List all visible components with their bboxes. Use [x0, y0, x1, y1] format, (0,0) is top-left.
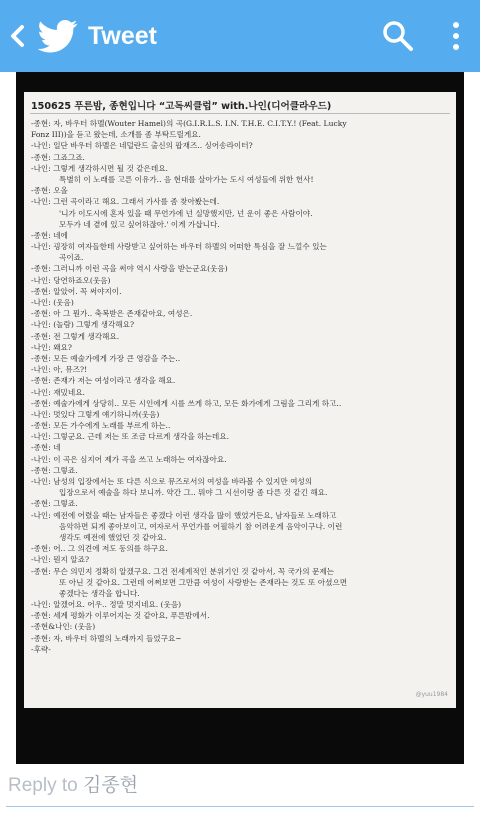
transcript-line: -나인: 멋있다 그렇게 얘기하니까(웃음) [31, 409, 160, 419]
transcript-line: -종현: 네에 [31, 230, 68, 240]
transcript-line: 모두가 네 곁에 있고 싶어하잖아.' 이게 가삽니다. [59, 219, 220, 229]
transcript-line: 곡이죠. [59, 253, 84, 263]
transcript-line: -나인: (놀람) 그렇게 생각해요? [31, 320, 135, 330]
transcript-line: -나인: 이 곡은 심지어 제가 곡을 쓰고 노래하는 여자잖아요. [31, 454, 227, 464]
transcript-line: -나인: 당연하죠오(웃음) [31, 275, 111, 285]
transcript-line: -종현: 자, 바우터 하멜(Wouter Hamel)의 곡(G.I.R.L.S. I.N. T.H.E. C.I.T.Y.! (Feat. Lucky [31, 119, 347, 128]
page-title: Tweet [88, 22, 157, 50]
transcript-line: -나인: 굉장히 여자들한테 사랑받고 싶어하는 바우터 하멜의 어떠한 특심을 잘 느낄수 있는 [31, 242, 327, 252]
transcript-line: -종현: 그러니까 이런 곡을 써야 역시 사랑을 받는군요(웃음) [31, 264, 228, 274]
transcript-line: -종현: 모든 예술가에게 가장 큰 영감을 주는.. [31, 353, 181, 363]
transcript-lines [31, 118, 451, 655]
transcript-line: 좋겠다는 생각을 합니다. [59, 588, 140, 598]
more-vertical-icon[interactable] [446, 18, 466, 54]
transcript-line: -나인: 그렇군요. 근데 저는 또 조금 다르게 생각을 하는데요. [31, 432, 229, 442]
transcript-line: -나인: 그렇게 생각하시면 될 것 같은데요. [31, 163, 168, 173]
transcript-line: -종현: 알았어. 꼭 써야지이. [31, 286, 122, 296]
reply-prefix: Reply to [8, 775, 78, 796]
tweet-image[interactable] [16, 72, 464, 764]
image-credit: @yuu1984 [415, 691, 448, 698]
transcript-line: -종현: 그렇죠. [31, 499, 78, 509]
transcript-line: -종현: 네 [31, 443, 61, 453]
transcript-line: Fonz III))을 듣고 왔는데, 소개를 좀 부탁드릴게요. [31, 130, 201, 140]
back-chevron-icon[interactable] [4, 20, 30, 52]
transcript-line: -종현: 아 그 뭔가.. 축복받은 존재같아요, 여성은. [31, 309, 193, 319]
transcript-line: -나인: 아, 뮤즈?! [31, 365, 88, 375]
reply-username: 김종현 [82, 775, 139, 796]
transcript-line: -종현: 전 그렇게 생각해요. [31, 331, 120, 341]
top-app-bar [0, 0, 480, 72]
transcript-line: -종현: 그죠그죠. [31, 152, 85, 162]
twitter-bird-icon[interactable] [38, 16, 78, 56]
transcript-line: 음악하면 되게 좋아보이고, 여자로서 무언가를 어필하기 참 어려운게 음악이구나. 이런 [59, 521, 343, 531]
heading-divider [30, 113, 450, 114]
transcript-line: -나인: 남성의 입장에서는 또 다른 식으로 뮤즈로서의 여성을 바라볼 수 있지만 여성의 [31, 477, 313, 486]
transcript-line: -종현: 그렇죠. [31, 465, 78, 475]
transcript-line: '니가 이도시에 혼자 있을 때 무언가에 넌 실망했지만, 넌 운이 좋은 사람이야. [59, 208, 313, 218]
transcript-line: -종현: 예술가에게 상당히.. 모든 시인에게 시를 쓰게 하고, 모든 화가에게 그림을 그리게 하고.. [31, 398, 342, 408]
search-icon[interactable] [380, 18, 416, 54]
transcript-line: -종현: 모든 가수에게 노래를 부르게 하는.. [31, 421, 171, 431]
transcript-line: -종현: 세계 평화가 이루어지는 것 같아요, 푸른밤에서. [31, 611, 210, 621]
transcript-line: -나인: 알겠어요. 어우.. 정말 멋지네요. (웃음) [31, 600, 182, 610]
transcript-document [24, 92, 456, 708]
transcript-line: -후략- [31, 644, 51, 654]
transcript-line: -나인: 그런 곡이라고 해요. 그래서 가사를 좀 찾아봤는데. [31, 197, 220, 207]
transcript-line: -종현: 자, 바우터 하멜의 노래까지 들었구요~ [31, 633, 182, 643]
transcript-line: -종현: 오올 [31, 186, 68, 196]
transcript-line: -나인: 예전에 어렸을 때는 남자들은 좋겠다 이런 생각을 많이 했었거든요, 남자들로 노래하고 [31, 510, 337, 520]
reply-underline [6, 806, 474, 807]
transcript-heading: 150625 푸른밤, 종현입니다 “고독씨클럽” with.나인(디어클라우드) [31, 101, 332, 112]
transcript-line: 또 아닌 것 같아요. 그런데 어쩌보면 그만큼 여성이 사랑받는 존재라는 것도 또 아셨으면 [59, 577, 348, 587]
transcript-line: 생각도 예전에 했었던 것 같아요. [59, 532, 167, 542]
transcript-line: -나인: (웃음) [31, 298, 74, 307]
transcript-line: -나인: 뭔지 알죠? [31, 555, 90, 565]
transcript-line: -종현: 무슨 의민지 정확히 알겠구요. 그건 전세계적인 분위기인 것 같아서, 꼭 국가의 문제는 [31, 566, 334, 576]
transcript-line: -나인: 일단 바우터 하멜은 네덜란드 출신의 팝재즈.. 싱어송라이터? [31, 141, 253, 151]
transcript-line: -종현: 존재가 저는 여성이라고 생각을 해요. [31, 376, 176, 386]
transcript-line: 입장으로서 예술을 하다 보니까. 약간 그.. 뭐야 그 시선이랑 좀 다른 것 같긴 해요. [59, 488, 328, 498]
transcript-line: 특별히 이 노래를 고른 이유가.. 음 현대를 살아가는 도시 여성들에 위한 헌사! [59, 174, 314, 184]
reply-field[interactable] [8, 772, 138, 800]
transcript-line: -종현: 어.. 그 의견에 저도 동의를 하구요. [31, 544, 168, 554]
transcript-line: -나인: 재밌네요. [31, 387, 85, 397]
transcript-line: -나인: 왜요? [31, 342, 72, 352]
transcript-line: -종현&나인: (웃음) [31, 622, 96, 632]
